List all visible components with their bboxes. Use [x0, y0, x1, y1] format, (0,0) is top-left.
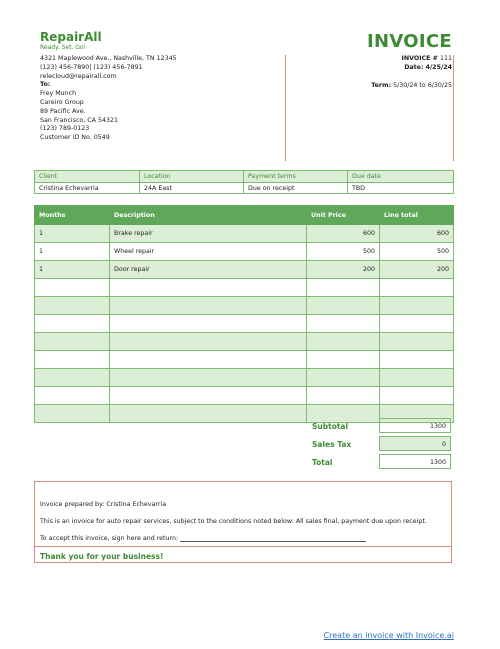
table-row — [35, 297, 454, 315]
client-info-table — [34, 170, 454, 194]
column-header: Months — [35, 206, 110, 225]
table-row — [35, 369, 454, 387]
company-name: RepairAll — [40, 30, 102, 44]
table-row — [35, 351, 454, 369]
description-cell — [110, 297, 307, 315]
to-label: To: — [40, 81, 51, 89]
client-info-header-row — [35, 171, 454, 183]
table-row — [35, 315, 454, 333]
to-line: San Francisco, CA 54321 — [40, 116, 118, 124]
unit-price-cell: 600 — [307, 225, 380, 243]
sales-tax-label: Sales Tax — [312, 440, 352, 449]
months-cell: 1 — [35, 225, 110, 243]
unit-price-cell — [307, 369, 380, 387]
invoice-number-value: 111 — [439, 55, 452, 62]
line-total-cell — [380, 279, 454, 297]
company-tagline: Ready. Set. Go! — [40, 44, 86, 51]
column-header: Line total — [380, 206, 454, 225]
table-row — [35, 243, 454, 261]
to-line: Customer ID No. 0549 — [40, 134, 110, 142]
months-cell — [35, 405, 110, 423]
unit-price-cell: 200 — [307, 261, 380, 279]
invoice-title: INVOICE — [367, 31, 452, 52]
unit-price-cell — [307, 387, 380, 405]
line-items-header-row — [35, 206, 454, 225]
description-cell — [110, 351, 307, 369]
column-header: Unit Price — [307, 206, 380, 225]
invoice-date-label: Date: — [404, 64, 424, 71]
divider-right — [453, 55, 454, 161]
invoice-date-value: 4/25/24 — [425, 64, 452, 71]
invoice-date — [404, 64, 452, 71]
unit-price-cell — [307, 315, 380, 333]
description-cell — [110, 369, 307, 387]
unit-price-cell — [307, 279, 380, 297]
invoice-number-label: INVOICE # — [401, 55, 438, 62]
terms-note: This is an invoice for auto repair services, subject to the conditions noted below: All sales final, payment due upon receipt. — [40, 518, 427, 525]
company-address: 4321 Maplewood Ave., Nashville, TN 12345 — [40, 55, 177, 62]
create-invoice-link[interactable]: Create an invoice with Invoice.ai — [323, 631, 454, 640]
unit-price-cell — [307, 351, 380, 369]
line-total-cell — [380, 369, 454, 387]
to-line: Frey Munch — [40, 90, 77, 98]
to-line: Careiro Group — [40, 98, 84, 106]
column-header: Description — [110, 206, 307, 225]
months-cell — [35, 297, 110, 315]
line-total-cell — [380, 387, 454, 405]
due-date: TBD — [348, 183, 454, 194]
months-cell — [35, 369, 110, 387]
accept-line — [40, 535, 366, 542]
line-total-cell: 500 — [380, 243, 454, 261]
prepared-by: Invoice prepared by: Cristina Echevarria — [40, 501, 167, 508]
line-total-cell — [380, 351, 454, 369]
months-cell — [35, 315, 110, 333]
total-value: 1300 — [379, 454, 451, 469]
description-cell — [110, 405, 307, 423]
line-total-cell: 600 — [380, 225, 454, 243]
description-cell — [110, 279, 307, 297]
total-label: Total — [312, 458, 333, 467]
description-cell — [110, 387, 307, 405]
unit-price-cell — [307, 297, 380, 315]
description-cell — [110, 315, 307, 333]
months-cell: 1 — [35, 261, 110, 279]
invoice-term — [371, 82, 452, 89]
subtotal-value: 1300 — [379, 418, 451, 433]
line-items-table — [34, 205, 454, 423]
to-line: 89 Pacific Ave. — [40, 107, 86, 115]
invoice-number — [401, 55, 452, 62]
months-cell — [35, 387, 110, 405]
invoice-term-value: 5/30/24 to 6/30/25 — [393, 82, 452, 89]
column-header: Payment terms — [244, 171, 348, 183]
months-cell — [35, 351, 110, 369]
column-header: Due date — [348, 171, 454, 183]
signature-line[interactable] — [180, 535, 366, 542]
description-cell: Brake repair — [110, 225, 307, 243]
payment-terms: Due on receipt — [244, 183, 348, 194]
line-total-cell: 200 — [380, 261, 454, 279]
months-cell — [35, 333, 110, 351]
invoice-term-label: Term: — [371, 82, 392, 89]
client-info-row — [35, 183, 454, 194]
table-row — [35, 261, 454, 279]
thank-you-note: Thank you for your business! — [40, 552, 164, 561]
months-cell — [35, 279, 110, 297]
unit-price-cell — [307, 405, 380, 423]
line-total-cell — [380, 315, 454, 333]
sales-tax-value: 0 — [379, 436, 451, 451]
months-cell: 1 — [35, 243, 110, 261]
table-row — [35, 333, 454, 351]
table-row — [35, 279, 454, 297]
unit-price-cell — [307, 333, 380, 351]
line-total-cell — [380, 333, 454, 351]
description-cell — [110, 333, 307, 351]
unit-price-cell: 500 — [307, 243, 380, 261]
column-header: Client — [35, 171, 140, 183]
description-cell: Wheel repair — [110, 243, 307, 261]
divider-left — [285, 55, 286, 161]
description-cell: Door repair — [110, 261, 307, 279]
column-header: Location — [140, 171, 244, 183]
footer-divider — [34, 546, 452, 547]
client-name: Cristina Echevarria — [35, 183, 140, 194]
company-phones: (123) 456-7890| (123) 456-7891 — [40, 63, 143, 71]
table-row — [35, 225, 454, 243]
to-line: (123) 789-0123 — [40, 125, 90, 133]
company-email: relecloud@repairall.com — [40, 72, 117, 80]
subtotal-label: Subtotal — [312, 422, 349, 431]
location: 24A East — [140, 183, 244, 194]
line-total-cell — [380, 297, 454, 315]
accept-text: To accept this invoice, sign here and return: — [40, 535, 179, 542]
table-row — [35, 387, 454, 405]
address-block — [40, 55, 177, 143]
